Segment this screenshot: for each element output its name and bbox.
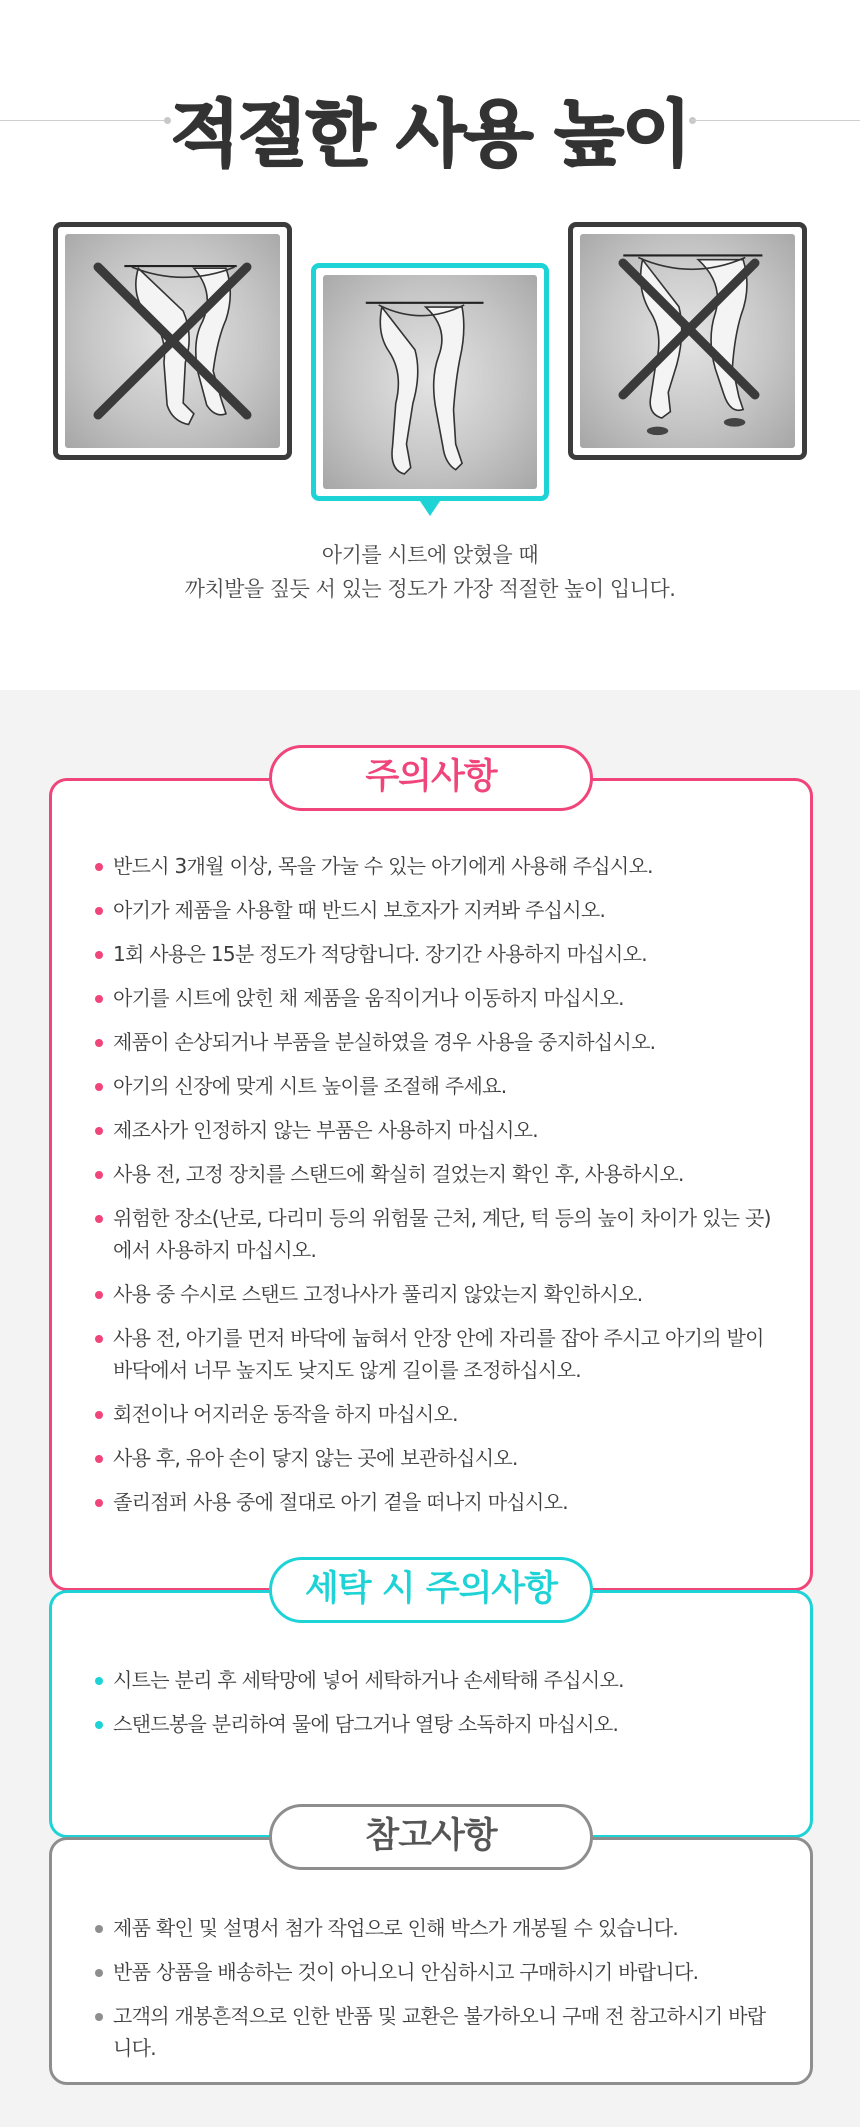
bullet-dot-icon (95, 1039, 103, 1047)
list-item: 회전이나 어지러운 동작을 하지 마십시오. (49, 1398, 813, 1430)
x-mark-icon (573, 227, 802, 455)
bullet-dot-icon (95, 1677, 103, 1685)
title-divider-right (692, 120, 860, 121)
notes-heading: 참고사항 (269, 1804, 593, 1870)
baby-legs-illustration (323, 275, 537, 489)
bullet-dot-icon (95, 1215, 103, 1223)
cautions-list (49, 850, 813, 1530)
list-item: 반품 상품을 배송하는 것이 아니오니 안심하시고 구매하시기 바랍니다. (49, 1956, 813, 1988)
bullet-dot-icon (95, 1455, 103, 1463)
bullet-dot-icon (95, 951, 103, 959)
notes-list (49, 1912, 813, 2076)
list-item: 아기가 제품을 사용할 때 반드시 보호자가 지켜봐 주십시오. (49, 894, 813, 926)
bullet-dot-icon (95, 863, 103, 871)
x-mark-icon (58, 227, 287, 455)
list-item: 사용 전, 아기를 먼저 바닥에 눕혀서 안장 안에 자리를 잡아 주시고 아기의 발이 바닥에서 너무 높지도 낮지도 않게 길이를 조정하십시오. (49, 1322, 813, 1386)
photo-correct-height (311, 263, 549, 501)
bullet-dot-icon (95, 1499, 103, 1507)
bullet-dot-icon (95, 2013, 103, 2021)
list-item: 고객의 개봉흔적으로 인한 반품 및 교환은 불가하오니 구매 전 참고하시기 바랍니다. (49, 2000, 813, 2064)
page-title: 적절한 사용 높이 (170, 92, 690, 176)
bullet-dot-icon (95, 1291, 103, 1299)
list-item: 아기를 시트에 앉힌 채 제품을 움직이거나 이동하지 마십시오. (49, 982, 813, 1014)
caption-line-1: 아기를 시트에 앉혔을 때 (321, 543, 539, 567)
list-item: 사용 중 수시로 스탠드 고정나사가 풀리지 않았는지 확인하시오. (49, 1278, 813, 1310)
cautions-heading: 주의사항 (269, 745, 593, 811)
photo-incorrect-too-low (53, 222, 292, 460)
list-item: 반드시 3개월 이상, 목을 가눌 수 있는 아기에게 사용해 주십시오. (49, 850, 813, 882)
list-item: 제조사가 인정하지 않는 부품은 사용하지 마십시오. (49, 1114, 813, 1146)
height-guide-section (0, 0, 860, 690)
list-item: 아기의 신장에 맞게 시트 높이를 조절해 주세요. (49, 1070, 813, 1102)
list-item: 사용 후, 유아 손이 닿지 않는 곳에 보관하십시오. (49, 1442, 813, 1474)
bullet-dot-icon (95, 1127, 103, 1135)
photo-incorrect-too-high (568, 222, 807, 460)
list-item: 제품 확인 및 설명서 첨가 작업으로 인해 박스가 개봉될 수 있습니다. (49, 1912, 813, 1944)
title-row (0, 70, 860, 176)
bullet-dot-icon (95, 995, 103, 1003)
bullet-dot-icon (95, 1969, 103, 1977)
washing-heading: 세탁 시 주의사항 (269, 1557, 593, 1623)
list-item: 제품이 손상되거나 부품을 분실하였을 경우 사용을 중지하십시오. (49, 1026, 813, 1058)
height-caption (0, 538, 860, 606)
bullet-dot-icon (95, 1171, 103, 1179)
list-item: 졸리점퍼 사용 중에 절대로 아기 곁을 떠나지 마십시오. (49, 1486, 813, 1518)
list-item: 1회 사용은 15분 정도가 적당합니다. 장기간 사용하지 마십시오. (49, 938, 813, 970)
bullet-dot-icon (95, 907, 103, 915)
caption-line-2: 까치발을 짚듯 서 있는 정도가 가장 적절한 높이 입니다. (184, 577, 676, 601)
bullet-dot-icon (95, 1411, 103, 1419)
selected-pointer-triangle (418, 498, 442, 516)
bullet-dot-icon (95, 1925, 103, 1933)
list-item: 사용 전, 고정 장치를 스탠드에 확실히 걸었는지 확인 후, 사용하시오. (49, 1158, 813, 1190)
list-item: 시트는 분리 후 세탁망에 넣어 세탁하거나 손세탁해 주십시오. (49, 1664, 813, 1696)
bullet-dot-icon (95, 1083, 103, 1091)
list-item: 스탠드봉을 분리하여 물에 담그거나 열탕 소독하지 마십시오. (49, 1708, 813, 1740)
bullet-dot-icon (95, 1721, 103, 1729)
notice-section (0, 690, 860, 2127)
list-item: 위험한 장소(난로, 다리미 등의 위험물 근처, 계단, 턱 등의 높이 차이가 있는 곳)에서 사용하지 마십시오. (49, 1202, 813, 1266)
bullet-dot-icon (95, 1335, 103, 1343)
washing-list (49, 1664, 813, 1752)
